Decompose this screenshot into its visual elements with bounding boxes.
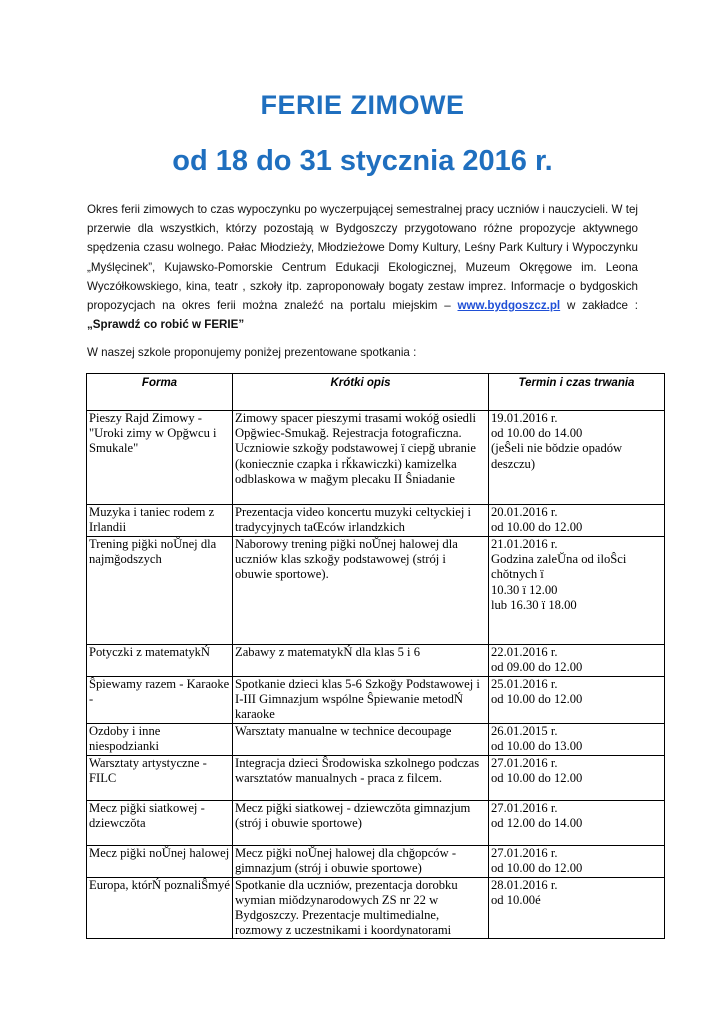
cell-forma-text: Ŝpiewamy razem - Karaoke - (89, 677, 230, 707)
cell-opis-text: Warsztaty manualne w technice decoupage (235, 723, 452, 738)
cell-opis (233, 537, 489, 645)
cell-termin-text: 19.01.2016 r. od 10.00 do 14.00 (jeŜeli nie bǒdzie opadów deszczu) (491, 411, 623, 471)
cell-termin (489, 723, 665, 755)
cell-opis-text: Zimowy spacer pieszymi trasami wokóǧ osiedli Opǧwiec-Smukaǧ. Rejestracja fotograficzna. Uczniowie szkoǧy podstawowej ï ciepǧ ubranie (koniecznie czapka i rǩkawiczki) kamizelka odblaskowa w maǧym plecaku II Ŝniadanie (235, 411, 476, 486)
cell-forma-text: Warsztaty artystyczne - FILC (89, 755, 207, 785)
cell-forma-text: Muzyka i taniec rodem z Irlandii (89, 505, 215, 535)
table-row (87, 877, 665, 939)
cell-termin (489, 845, 665, 877)
cell-opis-text: Zabawy z matematykŃ dla klas 5 i 6 (235, 645, 421, 659)
cell-termin (489, 677, 665, 724)
portal-link[interactable]: www.bydgoszcz.pl (457, 299, 561, 313)
cell-forma (87, 755, 233, 800)
header-forma: Forma (87, 374, 233, 411)
cell-termin-text: 26.01.2015 r. od 10.00 do 13.00 (491, 723, 583, 753)
cell-termin (489, 877, 665, 939)
cell-termin (489, 755, 665, 800)
cell-forma (87, 537, 233, 645)
cell-termin (489, 800, 665, 845)
cell-opis (233, 411, 489, 505)
cell-opis (233, 845, 489, 877)
table-row (87, 800, 665, 845)
cell-termin-text: 25.01.2016 r. od 10.00 do 12.00 (491, 677, 583, 707)
table-row (87, 537, 665, 645)
cell-opis-text: Mecz piǧki noŬnej halowej dla chǧopców - gimnazjum (strój i obuwie sportowe) (235, 845, 457, 875)
cell-termin (489, 411, 665, 505)
cell-opis (233, 877, 489, 939)
cell-opis-text: Mecz piǧki siatkowej - dziewczǒta gimnazjum (strój i obuwie sportowe) (235, 800, 471, 830)
cell-termin-text: 27.01.2016 r. od 10.00 do 12.00 (491, 755, 583, 785)
events-table (86, 373, 665, 939)
cell-termin-text: 21.01.2016 r. Godzina zaleŬna od iloŜci chǒtnych ï 10.30 ï 12.00 lub 16.30 ï 18.00 (491, 537, 627, 612)
cell-opis (233, 723, 489, 755)
cell-termin (489, 645, 665, 677)
cell-forma-text: Potyczki z matematykŃ (89, 645, 211, 659)
cell-forma-text: Ozdoby i inne niespodzianki (89, 723, 161, 753)
cell-termin (489, 537, 665, 645)
intro-middle: w zakładce : (560, 299, 638, 313)
table-row (87, 645, 665, 677)
table-header-row (87, 374, 665, 411)
cell-forma-text: Europa, którŃ poznaliŜmyé (89, 877, 230, 892)
intro-paragraph (87, 200, 638, 334)
cell-termin-text: 22.01.2016 r. od 09.00 do 12.00 (491, 645, 583, 675)
cell-opis-text: Spotkanie dla uczniów, prezentacja dorobku wymian miǒdzynarodowych ZS nr 22 w Bydgoszczy. Prezentacje multimedialne, rozmowy z uczestnikami i koordynatorami (235, 877, 458, 938)
cell-forma (87, 800, 233, 845)
table-row (87, 505, 665, 537)
cell-opis (233, 505, 489, 537)
cell-termin-text: 28.01.2016 r. od 10.00é (491, 877, 558, 907)
cell-forma-text: Mecz piǧki siatkowej - dziewczǒta (89, 800, 205, 830)
cell-opis (233, 755, 489, 800)
lead-text: W naszej szkole proponujemy poniżej prezentowane spotkania : (87, 346, 417, 359)
cell-opis-text: Naborowy trening piǧki noŬnej halowej dla uczniów klas szkoǧy podstawowej (strój i obuwie sportowe). (235, 537, 458, 582)
intro-bold-phrase: „Sprawdź co robić w FERIE” (87, 318, 245, 332)
cell-opis-text: Integracja dzieci Ŝrodowiska szkolnego podczas warsztatów manualnych - praca z filcem. (235, 755, 480, 785)
cell-forma (87, 845, 233, 877)
table-row (87, 755, 665, 800)
header-opis: Krótki opis (233, 374, 489, 411)
document-title: FERIE ZIMOWE (260, 90, 465, 120)
cell-termin-text: 27.01.2016 r. od 10.00 do 12.00 (491, 845, 583, 875)
document-subtitle: od 18 do 31 stycznia 2016 r. (172, 145, 553, 177)
cell-opis-text: Prezentacja video koncertu muzyki celtyckiej i tradycyjnych taŒców irlandzkich (235, 505, 472, 535)
cell-termin-text: 20.01.2016 r. od 10.00 do 12.00 (491, 505, 583, 535)
header-termin: Termin i czas trwania (489, 374, 665, 411)
cell-forma-text: Pieszy Rajd Zimowy - "Uroki zimy w Opǧwcu i Smukale" (89, 411, 217, 456)
cell-forma (87, 723, 233, 755)
cell-forma (87, 505, 233, 537)
cell-opis (233, 677, 489, 724)
cell-forma (87, 677, 233, 724)
table-row (87, 723, 665, 755)
table-row (87, 677, 665, 724)
table-row (87, 411, 665, 505)
cell-forma-text: Trening piǧki noŬnej dla najmǧodszych (89, 537, 217, 567)
cell-forma (87, 645, 233, 677)
intro-text: Okres ferii zimowych to czas wypoczynku po wyczerpującej semestralnej pracy uczniów i nauczycieli. W tej przerwie dla wszystkich, którzy pozostają w Bydgoszczy przygotowano różne propozycje aktywnego spędzenia czasu wolnego. Pałac Młodzieży, Młodzieżowe Domy Kultury, Leśny Park Kultury i Wypoczynku „Myślęcinek”, Kujawsko-Pomorskie Centrum Edukacji Ekologicznej, Muzeum Okręgowe im. Leona Wyczółkowskiego, kina, teatr , szkoły itp. zaproponowały bogaty zestaw imprez. Informacje o bydgoskich propozycjach na okres ferii można znaleźć na portalu miejskim – (87, 203, 638, 313)
cell-termin (489, 505, 665, 537)
cell-opis (233, 800, 489, 845)
cell-forma (87, 877, 233, 939)
cell-termin-text: 27.01.2016 r. od 12.00 do 14.00 (491, 800, 583, 830)
cell-forma-text: Mecz piǧki noŬnej halowej (89, 845, 230, 860)
cell-forma (87, 411, 233, 505)
table-row (87, 845, 665, 877)
cell-opis (233, 645, 489, 677)
cell-opis-text: Spotkanie dzieci klas 5-6 Szkoǧy Podstawowej i I-III Gimnazjum wspólne Ŝpiewanie metodŃ karaoke (235, 677, 480, 722)
